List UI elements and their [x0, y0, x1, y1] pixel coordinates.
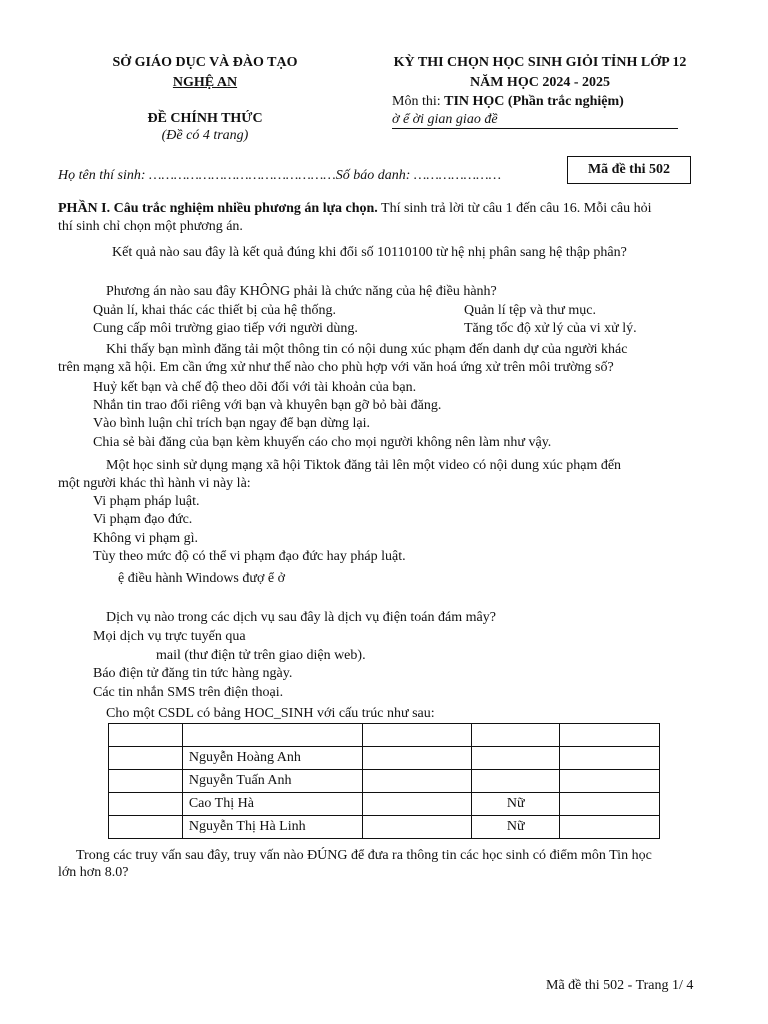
- table-cell: Cao Thị Hà: [182, 793, 362, 816]
- header-divider: [392, 128, 678, 129]
- q6-option-c: Báo điện tử đăng tin tức hàng ngày.: [93, 666, 293, 681]
- part1-instruction-line2: thí sinh chỉ chọn một phương án.: [58, 219, 243, 234]
- q3-option-d: Chia sẻ bài đăng của bạn kèm khuyến cáo cho mọi người không nên làm như vậy.: [93, 435, 552, 450]
- page-footer: Mã đề thi 502 - Trang 1/ 4: [546, 978, 694, 993]
- table-cell: Nguyễn Hoàng Anh: [182, 747, 362, 770]
- table-cell: [362, 724, 472, 747]
- table-cell: [472, 747, 560, 770]
- q4-option-a: Vi phạm pháp luật.: [93, 494, 200, 509]
- table-cell: [109, 816, 183, 839]
- table-cell: [560, 724, 660, 747]
- table-cell: [560, 816, 660, 839]
- q6-option-b: mail (thư điện tử trên giao diện web).: [156, 648, 366, 663]
- table-cell: [182, 724, 362, 747]
- table-cell: [362, 793, 472, 816]
- q2-option-d: Tăng tốc độ xử lý của vi xử lý.: [464, 321, 637, 336]
- q4-option-b: Vi phạm đạo đức.: [93, 512, 193, 527]
- question-3-line1: Khi thấy bạn mình đăng tải một thông tin có nội dung xúc phạm đến danh dự của người khác: [106, 342, 628, 357]
- exam-code-box: [567, 156, 691, 184]
- table-cell: [472, 724, 560, 747]
- question-2: Phương án nào sau đây KHÔNG phải là chức năng của hệ điều hành?: [106, 284, 497, 299]
- org-province-wrap: [60, 74, 350, 91]
- table-cell: Nguyễn Tuấn Anh: [182, 770, 362, 793]
- q4-option-c: Không vi phạm gì.: [93, 531, 198, 546]
- question-3-line2: trên mạng xã hội. Em cần ứng xử như thế nào cho phù hợp với văn hoá ứng xử trên môi trường số?: [58, 360, 614, 375]
- question-8-line2: lớn hơn 8.0?: [58, 865, 129, 880]
- table-cell: [560, 770, 660, 793]
- q6-option-d: Các tin nhắn SMS trên điện thoại.: [93, 685, 284, 700]
- school-year: NĂM HỌC 2024 - 2025: [470, 75, 610, 90]
- subject-prefix: Môn thi:: [392, 94, 441, 109]
- part1-heading: [58, 200, 651, 217]
- table-row: [109, 747, 660, 770]
- q2-option-b: Quản lí tệp và thư mục.: [464, 303, 597, 318]
- q6-option-a: Mọi dịch vụ trực tuyến qua: [93, 629, 246, 644]
- question-4-line2: một người khác thì hành vi này là:: [58, 476, 251, 491]
- q2-option-c: Cung cấp môi trường giao tiếp với người dùng.: [93, 321, 358, 336]
- org-name: SỞ GIÁO DỤC VÀ ĐÀO TẠO: [112, 55, 298, 70]
- q2-option-a: Quản lí, khai thác các thiết bị của hệ thống.: [93, 303, 336, 318]
- table-cell: [560, 793, 660, 816]
- table-cell: Nữ: [472, 793, 560, 816]
- question-6: Dịch vụ nào trong các dịch vụ sau đây là dịch vụ điện toán đám mây?: [106, 610, 496, 625]
- table-row: [109, 724, 660, 747]
- table-row: [109, 770, 660, 793]
- table-cell: [109, 793, 183, 816]
- table-row: [109, 816, 660, 839]
- question-1: Kết quả nào sau đây là kết quả đúng khi đổi số 10110100 từ hệ nhị phân sang hệ thập phân?: [112, 245, 627, 260]
- part1-title: PHẦN I. Câu trắc nghiệm nhiều phương án lựa chọn.: [58, 201, 378, 216]
- table-cell: [109, 770, 183, 793]
- question-7-intro: Cho một CSDL có bảng HOC_SINH với cấu trúc như sau:: [106, 706, 435, 721]
- hoc-sinh-table: [108, 723, 660, 839]
- org-province: NGHỆ AN: [172, 75, 238, 90]
- table-cell: [472, 770, 560, 793]
- subject-name: TIN HỌC (Phần trắc nghiệm): [444, 94, 624, 109]
- table-cell: [109, 747, 183, 770]
- candidate-info: Họ tên thí sinh: ………………………………………Số báo danh: …………………: [58, 168, 502, 183]
- q3-option-c: Vào bình luận chỉ trích bạn ngay để bạn dừng lại.: [93, 416, 371, 431]
- q4-option-d: Tùy theo mức độ có thể vi phạm đạo đức hay pháp luật.: [93, 549, 406, 564]
- exam-title: KỲ THI CHỌN HỌC SINH GIỎI TỈNH LỚP 12: [393, 55, 687, 70]
- table-cell: [560, 747, 660, 770]
- page-count: (Đề có 4 trang): [161, 128, 249, 143]
- question-5-fragment: ệ điều hành Windows đượ ể ở: [118, 571, 285, 586]
- q3-option-a: Huỷ kết bạn và chế độ theo dõi đối với tài khoản của bạn.: [93, 380, 417, 395]
- table-row: [109, 793, 660, 816]
- table-cell: [362, 770, 472, 793]
- time-line: ờ ể ời gian giao đề: [392, 112, 498, 127]
- question-4-line1: Một học sinh sử dụng mạng xã hội Tiktok đăng tải lên một video có nội dung xúc phạm đến: [106, 458, 622, 473]
- table-cell: [109, 724, 183, 747]
- table-cell: [362, 816, 472, 839]
- exam-code: Mã đề thi 502: [587, 162, 671, 177]
- table-cell: [362, 747, 472, 770]
- table-cell: Nguyễn Thị Hà Linh: [182, 816, 362, 839]
- official-status: ĐỀ CHÍNH THỨC: [147, 111, 263, 126]
- part1-instruction: Thí sinh trả lời từ câu 1 đến câu 16. Mỗi câu hỏi: [381, 201, 652, 216]
- q3-option-b: Nhắn tin trao đổi riêng với bạn và khuyên bạn gỡ bỏ bài đăng.: [93, 398, 442, 413]
- subject-line: [392, 93, 624, 110]
- table-cell: Nữ: [472, 816, 560, 839]
- question-8-line1: Trong các truy vấn sau đây, truy vấn nào ĐÚNG để đưa ra thông tin các học sinh có điểm môn Tin học: [76, 848, 652, 863]
